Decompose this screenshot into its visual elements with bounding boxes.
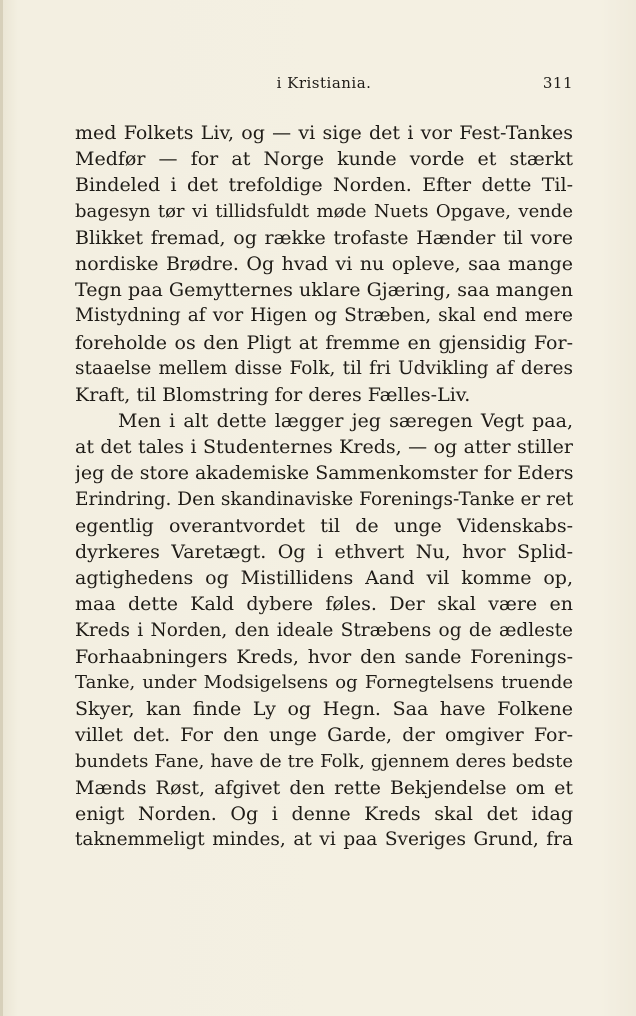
text-line: Skyer, kan finde Ly og Hegn. Saa have Folkene xyxy=(75,698,573,721)
text-line: bagesyn tør vi tillidsfuldt møde Nuets Opgave, vende xyxy=(75,200,573,222)
running-title: i Kristiania. xyxy=(276,74,372,92)
text-line: Tegn paa Gemytternes uklare Gjæring, saa mangen xyxy=(75,279,573,302)
text-line: Kraft, til Blomstring for deres Fælles-Liv. xyxy=(75,383,471,406)
text-line: Medfør — for at Norge kunde vorde et stærkt xyxy=(75,148,573,171)
text-line: Kreds i Norden, den ideale Stræbens og de ædleste xyxy=(75,619,573,641)
text-line: egentlig overantvordet til de unge Videnskabs- xyxy=(75,514,573,537)
text-line: maa dette Kald dybere føles. Der skal være en xyxy=(75,593,573,616)
text-line: Mænds Røst, afgivet den rette Bekjendelse om et xyxy=(75,776,573,799)
text-line: dyrkeres Varetægt. Og i ethvert Nu, hvor Splid- xyxy=(75,541,573,563)
page-number: 311 xyxy=(542,74,573,92)
running-head xyxy=(75,74,573,96)
text-line: Blikket fremad, og række trofaste Hænder til vore xyxy=(75,226,573,249)
text-line: taknemmeligt mindes, at vi paa Sveriges Grund, fra xyxy=(75,829,573,851)
text-line: villet det. For den unge Garde, der omgiver For- xyxy=(75,724,573,747)
text-line: Erindring. Den skandinaviske Forenings-Tanke er ret xyxy=(75,488,573,510)
text-line: agtighedens og Mistillidens Aand vil komme op, xyxy=(75,567,573,590)
text-line: staaelse mellem disse Folk, til fri Udvikling af deres xyxy=(75,357,573,379)
body-text xyxy=(75,120,573,853)
text-line: enigt Norden. Og i denne Kreds skal det idag xyxy=(75,802,573,825)
text-line: at det tales i Studenternes Kreds, — og atter stiller xyxy=(75,436,573,459)
text-line: bundets Fane, have de tre Folk, gjennem deres bedste xyxy=(75,750,573,772)
text-line: Mistydning af vor Higen og Stræben, skal end mere xyxy=(75,305,573,327)
text-line: Bindeled i det trefoldige Norden. Efter dette Til- xyxy=(75,174,573,197)
text-line: jeg de store akademiske Sammenkomster for Eders xyxy=(75,462,573,485)
page-edge-shadow xyxy=(0,0,3,1016)
text-line: Men i alt dette lægger jeg særegen Vegt paa, xyxy=(118,410,573,433)
text-line: foreholde os den Pligt at fremme en gjensidig For- xyxy=(75,331,573,354)
text-line: med Folkets Liv, og — vi sige det i vor Fest-Tankes xyxy=(75,122,573,144)
text-line: Forhaabningers Kreds, hvor den sande Forenings- xyxy=(75,645,573,668)
text-line: nordiske Brødre. Og hvad vi nu opleve, saa mange xyxy=(75,252,573,275)
text-line: Tanke, under Modsigelsens og Fornegtelsens truende xyxy=(75,671,573,693)
